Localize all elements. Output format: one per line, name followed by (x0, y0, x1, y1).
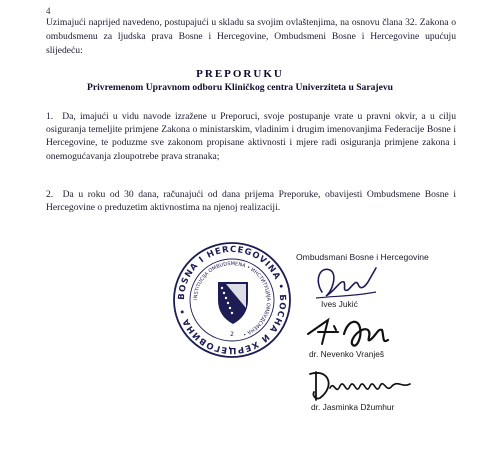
intro-paragraph: Uzimajući naprijed navedeno, postupajući u skladu sa svojim ovlaštenjima, na osnovu člana 32. Zakona o ombudsmenu za ljudska prava Bosne i Hercegovine, Ombudsmeni Bosne i Hercegovine upućuju slijedeću: (46, 17, 456, 56)
document-heading: PREPORUKU (196, 68, 284, 80)
item-text: Da, imajući u vidu navode izražene u Preporuci, svoje postupanje vrate u pravni okvir, a u cilju osiguranja temeljite primjene Zakona o ministarskim, vladinim i drugim imenovanjima Federacije Bosne i Hercegovine, te poduzme sve zakonom propisane aktivnosti i mjere radi osiguranja primjene zakona i onemogućavanja zloupotrebe prava stranaka; (46, 111, 456, 162)
recommendation-item-1 (46, 110, 456, 163)
stamp-number: 2 (230, 331, 234, 338)
item-number: 1. (46, 111, 54, 122)
recommendation-item-2 (46, 188, 456, 214)
signatory-name-2: dr. Nevenko Vranješ (309, 349, 385, 359)
official-stamp (162, 238, 302, 362)
coat-of-arms-icon (218, 282, 248, 324)
signatories-title: Ombudsmani Bosne i Hercegovine (296, 252, 429, 262)
signature-1-scribble (306, 262, 396, 304)
signature-2-scribble (304, 310, 404, 354)
signature-3-scribble (306, 366, 416, 406)
signatory-name-3: dr. Jasminka Džumhur (311, 402, 395, 412)
signatory-name-1: Ives Jukić (321, 299, 358, 309)
stamp-inner-text: INSTITUCIJA OMBUDSMENA • ИНСТИТУЦИЈА ОМБУДСМЕНА • (192, 260, 272, 338)
item-number: 2. (46, 189, 54, 200)
stamp-outer-text: BOSNA I HERCEGOVINA • БОСНА И ХЕРЦЕГОВИНА • (176, 244, 288, 356)
page-mark: 4 (46, 6, 51, 16)
recipient-subheading: Privremenom Upravnom odboru Kliničkog centra Univerziteta u Sarajevu (87, 82, 393, 93)
item-text: Da u roku od 30 dana, računajući od dana prijema Preporuke, obavijesti Ombudsmene Bosne i Hercegovine o preduzetim aktivnostima na njenoj realizaciji. (46, 189, 456, 214)
